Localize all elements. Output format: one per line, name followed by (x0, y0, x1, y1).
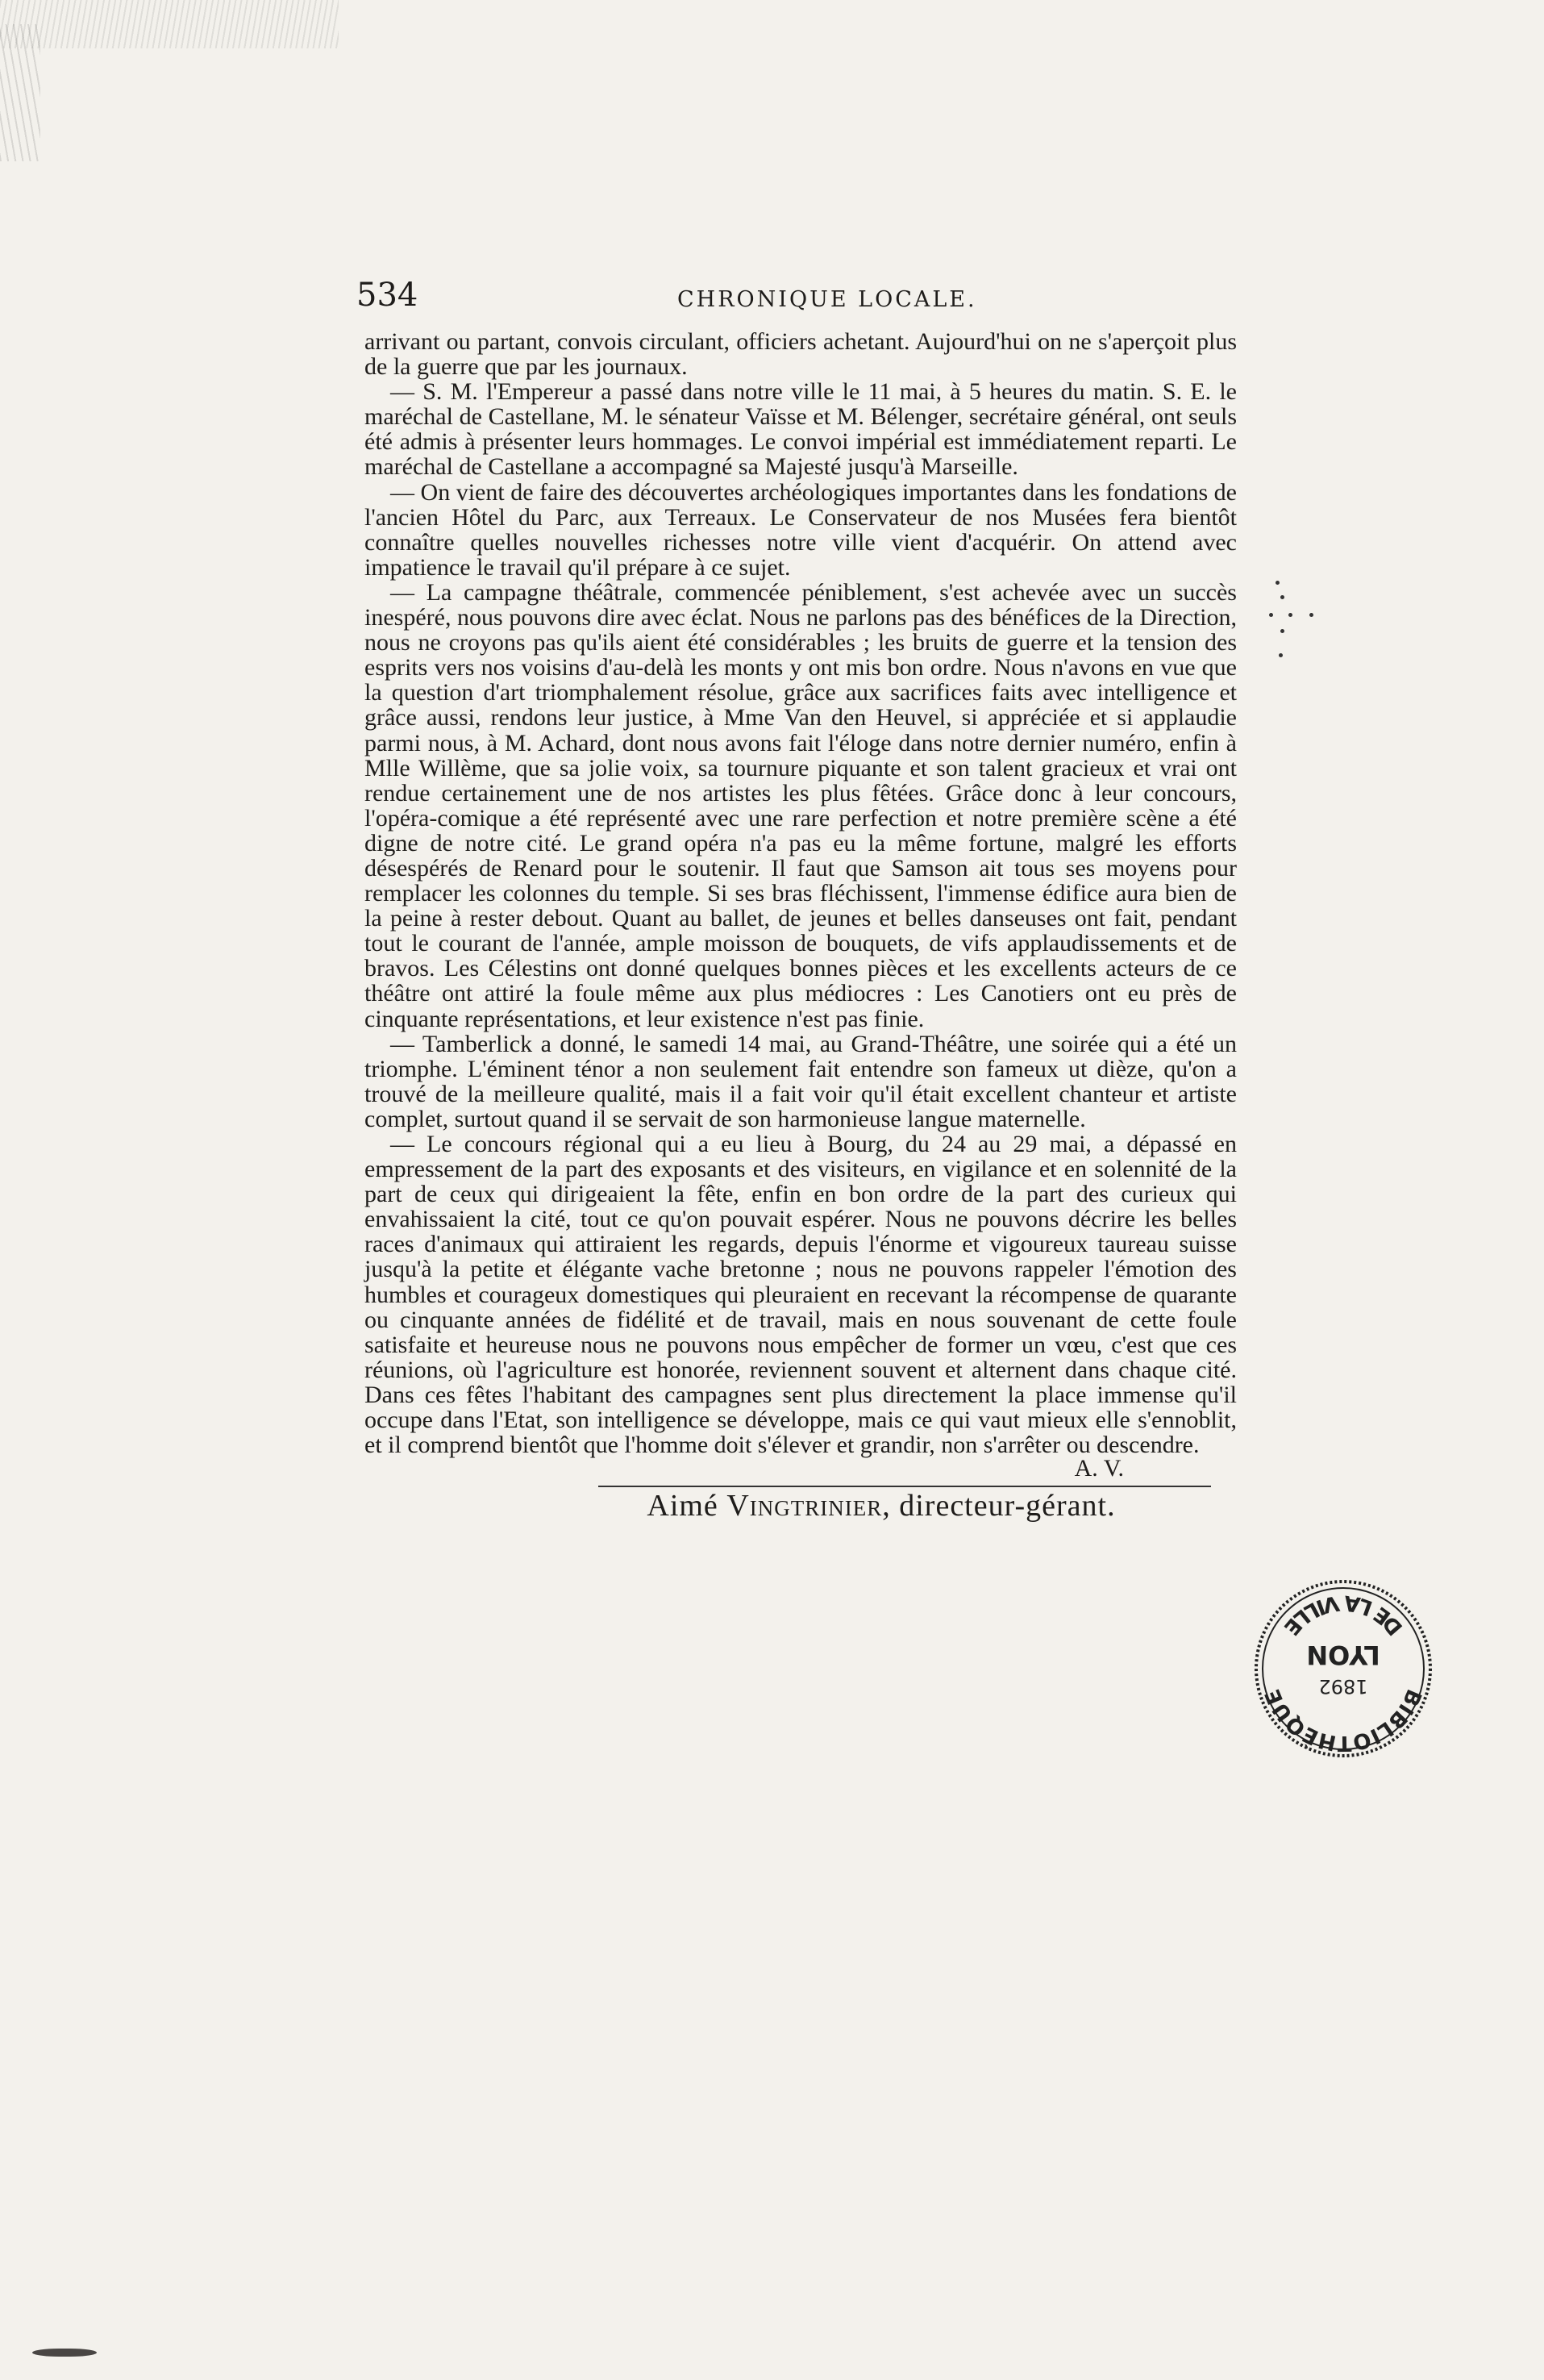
paragraph-1: arrivant ou partant, convois circulant, officiers achetant. Aujourd'hui on ne s'aperçoit plus de la guerre que par les journaux. (364, 328, 1237, 381)
publisher-line (526, 1489, 1237, 1523)
paragraph-3: — On vient de faire des découvertes archéologiques importantes dans les fondations de l'ancien Hôtel du Parc, aux Terreaux. Le Conservateur de nos Musées fera bientôt connaître quelles nouvelles richesses notre ville vient d'acquérir. On attend avec impatience le travail qu'il prépare à ce sujet. (364, 478, 1237, 581)
running-head: CHRONIQUE LOCALE. (677, 287, 977, 312)
publisher-last-name: Vingtrinier (726, 1489, 883, 1523)
paragraph-6: — Le concours régional qui a eu lieu à Bourg, du 24 au 29 mai, a dépassé en empressement de la part des exposants et des visiteurs, en vigilance et en solennité de la part de ceux qui dirigeaient la fête, enfin en bon ordre de la part des curieux qui envahissaient la cité, tout ce qu'on pouvait espérer. Nous ne pouvons décrire les belles races d'animaux qui attiraient les regards, depuis l'énorme et vigoureux taureau suisse jusqu'à la petite et élégante vache bretonne ; nous ne pouvons rappeler l'émotion des humbles et courageux domestiques qui pleuraient en recevant la récompense de quarante ou cinquante années de fidélité et de travail, mais en nous souvenant de cette foule satisfaite et heureuse nous ne pouvons nous empêcher de former un vœu, c'est que ces réunions, où l'agriculture est honorée, reviennent souvent et alternent dans chaque cité. Dans ces fêtes l'habitant des campagnes sent plus directement la place immense qu'il occupe dans l'Etat, son intelligence se développe, mais ce qui vaut mieux elle s'ennoblit, et il comprend bientôt que l'homme doit s'élever et grandir, non s'arrêter ou descendre. (364, 1131, 1237, 1459)
publisher-role: , directeur-gérant. (882, 1489, 1116, 1523)
signature: A. V. (1074, 1455, 1124, 1482)
stamp-top-text: BIBLIOTHÈQUE (1260, 1685, 1426, 1756)
divider-rule (598, 1486, 1211, 1487)
page-number: 534 (356, 277, 418, 314)
library-stamp-icon (1251, 1577, 1435, 1761)
article-body (364, 328, 1237, 1523)
stamp-year: 1892 (1318, 1675, 1368, 1698)
publisher-first-name: Aimé (647, 1489, 718, 1523)
scan-ink-mark (32, 2349, 97, 2357)
paragraph-4: — La campagne théâtrale, commencée péniblement, s'est achevée avec un succès inespéré, nous pouvons dire avec éclat. Nous ne parlons pas des bénéfices de la Direction, nous ne croyons pas qu'ils aient été considérables ; les bruits de guerre et la tension des esprits vers nos voisins d'au-delà les monts y ont mis bon ordre. Nous n'avons en vue que la question d'art triomphalement résolue, grâce aux sacrifices faits avec intelligence et grâce aussi, rendons leur justice, à Mme Van den Heuvel, si appréciée et si applaudie parmi nous, à M. Achard, dont nous avons fait l'éloge dans notre dernier numéro, enfin à Mlle Willème, que sa jolie voix, sa tournure piquante et son talent gracieux et vrai ont rendue certainement une de nos artistes les plus fêtées. Grâce donc à leur concours, l'opéra-comique a été représenté avec une rare perfection et notre première scène a été digne de notre cité. Le grand opéra n'a pas eu la même fortune, malgré les efforts désespérés de Renard pour le soutenir. Il faut que Samson ait tous ses moyens pour remplacer les colonnes du temple. Si ses bras fléchissent, l'immense édifice aura bien de la peine à rester debout. Quant au ballet, de jeunes et belles danseuses ont fait, pendant tout le courant de l'année, ample moisson de bouquets, de vifs applaudissements et de bravos. Les Célestins ont donné quelques bonnes pièces et les excellents acteurs de ce théâtre ont attiré la foule même aux plus médiocres : Les Canotiers ont eu près de cinquante représentations, et leur existence n'est pas finie. (364, 578, 1237, 1032)
stamp-bottom-text: DE LA VILLE (1278, 1590, 1409, 1640)
scan-edge-noise-left (0, 24, 40, 161)
scan-edge-noise (0, 0, 339, 48)
paragraph-5: — Tamberlick a donné, le samedi 14 mai, au Grand-Théâtre, une soirée qui a été un triomphe. L'éminent ténor a non seulement fait entendre son fameux ut dièze, qu'on a trouvé de la meilleure qualité, mais il a fait voir qu'il était excellent chanteur et artiste complet, surtout quand il se servait de son harmonieuse langue maternelle. (364, 1030, 1237, 1132)
margin-marks (1269, 581, 1317, 669)
stamp-city: LYON (1306, 1640, 1380, 1670)
paragraph-2: — S. M. l'Empereur a passé dans notre ville le 11 mai, à 5 heures du matin. S. E. le maréchal de Castellane, M. le sénateur Vaïsse et M. Bélenger, secrétaire général, ont seuls été admis à présenter leurs hommages. Le convoi impérial est immédiatement reparti. Le maréchal de Castellane a accompagné sa Majesté jusqu'à Marseille. (364, 378, 1237, 481)
